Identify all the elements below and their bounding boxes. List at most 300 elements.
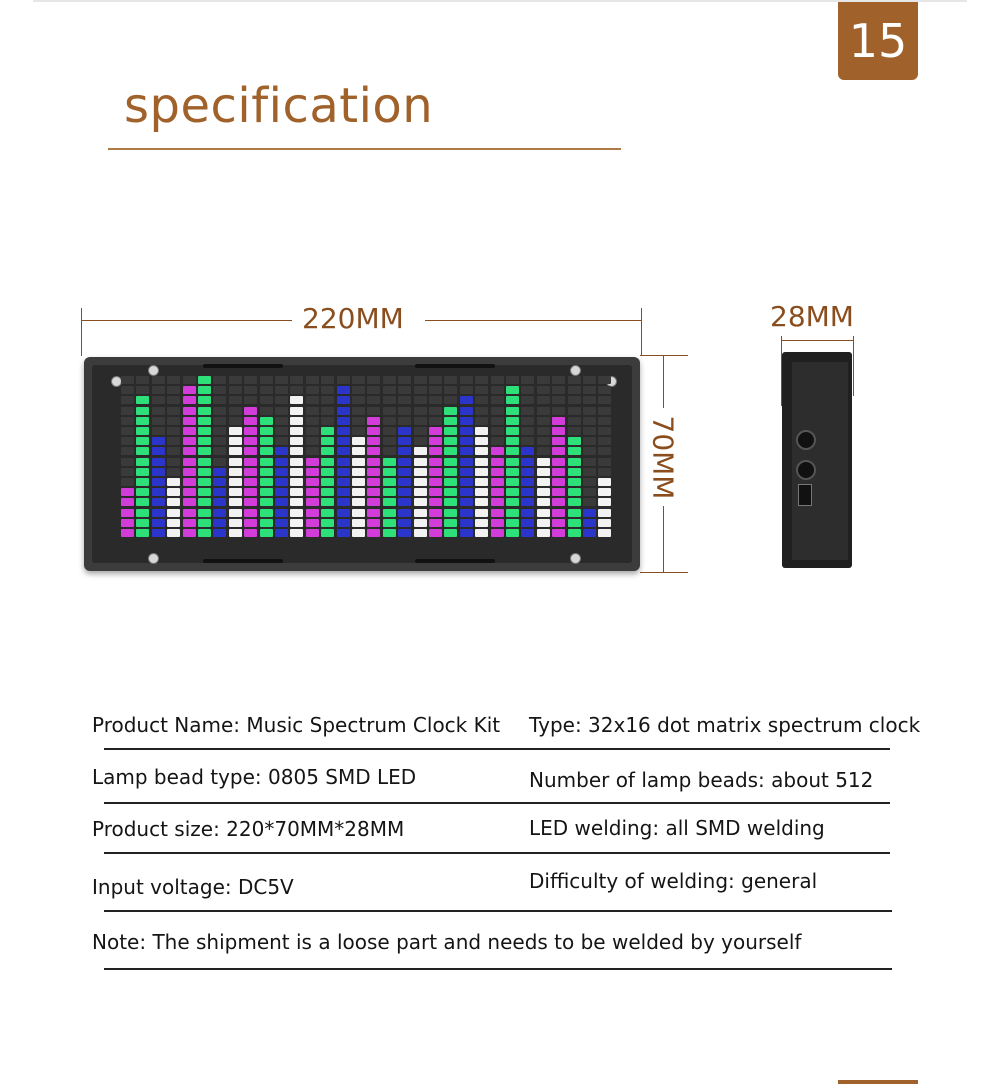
- led-cell: [136, 498, 149, 506]
- led-cell: [398, 437, 411, 445]
- led-cell: [260, 488, 273, 496]
- led-cell: [475, 519, 488, 527]
- led-cell: [229, 519, 242, 527]
- led-cell: [352, 437, 365, 445]
- led-cell: [321, 396, 334, 404]
- led-cell: [537, 396, 550, 404]
- led-cell: [506, 498, 519, 506]
- led-cell: [244, 468, 257, 476]
- led-cell: [290, 498, 303, 506]
- led-cell: [398, 468, 411, 476]
- screw-top-mid: [148, 365, 159, 376]
- led-cell: [229, 478, 242, 486]
- height-line-top: [663, 356, 664, 408]
- led-cell: [383, 498, 396, 506]
- led-cell: [244, 488, 257, 496]
- led-cell: [460, 427, 473, 435]
- led-cell: [367, 488, 380, 496]
- led-cell: [167, 529, 180, 537]
- led-cell: [275, 386, 288, 394]
- led-cell: [121, 519, 134, 527]
- led-cell: [583, 498, 596, 506]
- led-cell: [552, 437, 565, 445]
- led-cell: [552, 376, 565, 384]
- led-cell: [229, 458, 242, 466]
- led-cell: [183, 437, 196, 445]
- led-cell: [568, 498, 581, 506]
- spec-rule-4: [104, 910, 892, 912]
- led-cell: [506, 417, 519, 425]
- led-cell: [275, 519, 288, 527]
- led-cell: [475, 427, 488, 435]
- led-cell: [321, 498, 334, 506]
- led-cell: [198, 529, 211, 537]
- led-cell: [460, 498, 473, 506]
- led-cell: [383, 488, 396, 496]
- led-cell: [537, 478, 550, 486]
- led-cell: [598, 468, 611, 476]
- led-cell: [121, 478, 134, 486]
- led-cell: [383, 468, 396, 476]
- spec-product-name: Product Name: Music Spectrum Clock Kit: [92, 713, 501, 737]
- led-cell: [383, 417, 396, 425]
- led-cell: [275, 488, 288, 496]
- led-cell: [244, 498, 257, 506]
- led-cell: [444, 468, 457, 476]
- led-cell: [290, 488, 303, 496]
- led-cell: [475, 478, 488, 486]
- led-cell: [506, 427, 519, 435]
- led-cell: [568, 468, 581, 476]
- bottom-slot-left: [203, 559, 283, 563]
- led-cell: [491, 396, 504, 404]
- led-cell: [475, 509, 488, 517]
- led-cell: [568, 519, 581, 527]
- led-cell: [598, 417, 611, 425]
- led-cell: [290, 417, 303, 425]
- led-cell: [429, 458, 442, 466]
- led-cell: [568, 407, 581, 415]
- led-cell: [429, 488, 442, 496]
- led-cell: [521, 447, 534, 455]
- led-cell: [444, 427, 457, 435]
- led-cell: [583, 407, 596, 415]
- led-cell: [398, 529, 411, 537]
- led-cell: [337, 437, 350, 445]
- led-cell: [521, 519, 534, 527]
- spec-product-size: Product size: 220*70MM*28MM: [92, 817, 405, 841]
- width-tick-right: [641, 308, 642, 356]
- led-cell: [275, 376, 288, 384]
- led-cell: [167, 417, 180, 425]
- led-cell: [229, 417, 242, 425]
- led-cell: [398, 478, 411, 486]
- led-cell: [152, 458, 165, 466]
- led-cell: [290, 529, 303, 537]
- led-cell: [213, 498, 226, 506]
- product-side-view: [782, 352, 852, 568]
- led-cell: [337, 458, 350, 466]
- led-cell: [290, 396, 303, 404]
- led-cell: [260, 478, 273, 486]
- led-cell: [321, 458, 334, 466]
- led-cell: [367, 427, 380, 435]
- led-cell: [136, 386, 149, 394]
- led-cell: [506, 478, 519, 486]
- height-line-bottom: [663, 506, 664, 572]
- led-cell: [244, 509, 257, 517]
- led-cell: [306, 376, 319, 384]
- led-cell: [183, 509, 196, 517]
- led-cell: [229, 396, 242, 404]
- led-cell: [290, 386, 303, 394]
- led-cell: [213, 376, 226, 384]
- led-cell: [121, 447, 134, 455]
- led-cell: [491, 509, 504, 517]
- led-cell: [167, 509, 180, 517]
- led-cell: [213, 447, 226, 455]
- led-cell: [429, 478, 442, 486]
- led-cell: [429, 529, 442, 537]
- led-cell: [337, 427, 350, 435]
- led-cell: [429, 519, 442, 527]
- led-cell: [475, 498, 488, 506]
- led-cell: [183, 498, 196, 506]
- led-cell: [306, 529, 319, 537]
- led-cell: [598, 447, 611, 455]
- led-cell: [183, 468, 196, 476]
- led-cell: [537, 427, 550, 435]
- led-cell: [568, 417, 581, 425]
- led-cell: [136, 396, 149, 404]
- led-cell: [521, 376, 534, 384]
- led-cell: [352, 386, 365, 394]
- led-cell: [521, 529, 534, 537]
- led-cell: [537, 529, 550, 537]
- led-cell: [429, 498, 442, 506]
- led-cell: [444, 437, 457, 445]
- led-cell: [337, 519, 350, 527]
- led-cell: [152, 386, 165, 394]
- led-cell: [152, 417, 165, 425]
- led-cell: [321, 376, 334, 384]
- led-cell: [321, 407, 334, 415]
- led-cell: [337, 498, 350, 506]
- led-cell: [136, 529, 149, 537]
- led-cell: [121, 407, 134, 415]
- led-cell: [521, 417, 534, 425]
- led-cell: [275, 468, 288, 476]
- led-cell: [229, 407, 242, 415]
- led-cell: [414, 396, 427, 404]
- led-cell: [367, 386, 380, 394]
- led-cell: [183, 447, 196, 455]
- led-cell: [598, 458, 611, 466]
- usb-port: [798, 484, 812, 506]
- led-cell: [152, 437, 165, 445]
- led-cell: [306, 458, 319, 466]
- led-cell: [290, 376, 303, 384]
- led-cell: [260, 519, 273, 527]
- spec-note: Note: The shipment is a loose part and needs to be welded by yourself: [92, 930, 802, 954]
- spec-input-voltage: Input voltage: DC5V: [92, 875, 294, 899]
- led-cell: [306, 437, 319, 445]
- led-cell: [152, 427, 165, 435]
- led-cell: [121, 468, 134, 476]
- led-cell: [383, 478, 396, 486]
- led-cell: [383, 509, 396, 517]
- led-cell: [167, 468, 180, 476]
- led-cell: [537, 458, 550, 466]
- led-cell: [475, 407, 488, 415]
- led-cell: [398, 396, 411, 404]
- led-cell: [275, 447, 288, 455]
- led-cell: [337, 488, 350, 496]
- width-line-right: [425, 320, 641, 321]
- led-cell: [367, 509, 380, 517]
- led-cell: [183, 529, 196, 537]
- led-cell: [568, 386, 581, 394]
- led-cell: [491, 417, 504, 425]
- led-cell: [167, 478, 180, 486]
- led-cell: [367, 417, 380, 425]
- led-cell: [444, 498, 457, 506]
- led-cell: [598, 437, 611, 445]
- led-cell: [429, 417, 442, 425]
- led-cell: [136, 427, 149, 435]
- led-cell: [444, 519, 457, 527]
- led-cell: [521, 386, 534, 394]
- led-cell: [152, 407, 165, 415]
- led-cell: [414, 376, 427, 384]
- led-cell: [414, 509, 427, 517]
- led-cell: [321, 468, 334, 476]
- led-cell: [198, 396, 211, 404]
- led-cell: [260, 458, 273, 466]
- led-cell: [167, 437, 180, 445]
- led-cell: [491, 519, 504, 527]
- led-cell: [414, 407, 427, 415]
- led-cell: [475, 376, 488, 384]
- led-cell: [290, 509, 303, 517]
- led-cell: [568, 437, 581, 445]
- led-cell: [275, 509, 288, 517]
- led-cell: [521, 427, 534, 435]
- led-cell: [167, 498, 180, 506]
- led-cell: [321, 447, 334, 455]
- led-cell: [306, 417, 319, 425]
- led-cell: [198, 519, 211, 527]
- led-cell: [275, 478, 288, 486]
- led-cell: [183, 458, 196, 466]
- led-cell: [229, 437, 242, 445]
- led-cell: [414, 458, 427, 466]
- led-cell: [568, 376, 581, 384]
- led-cell: [244, 427, 257, 435]
- led-cell: [244, 386, 257, 394]
- led-cell: [121, 386, 134, 394]
- led-cell: [444, 376, 457, 384]
- led-cell: [598, 509, 611, 517]
- led-cell: [414, 417, 427, 425]
- led-cell: [568, 396, 581, 404]
- led-cell: [198, 427, 211, 435]
- led-cell: [552, 509, 565, 517]
- led-cell: [429, 386, 442, 394]
- led-cell: [552, 519, 565, 527]
- led-cell: [506, 458, 519, 466]
- led-cell: [167, 427, 180, 435]
- led-cell: [306, 386, 319, 394]
- led-cell: [568, 488, 581, 496]
- led-cell: [352, 519, 365, 527]
- spec-rule-2: [104, 802, 890, 804]
- side-button-top: [796, 430, 816, 450]
- page-number-badge: 15: [838, 2, 918, 80]
- led-cell: [367, 478, 380, 486]
- depth-tick-right: [853, 336, 854, 396]
- led-cell: [260, 447, 273, 455]
- led-cell: [460, 407, 473, 415]
- led-cell: [260, 396, 273, 404]
- led-cell: [491, 376, 504, 384]
- led-cell: [198, 498, 211, 506]
- led-cell: [460, 447, 473, 455]
- led-cell: [383, 386, 396, 394]
- led-cell: [213, 458, 226, 466]
- led-cell: [275, 407, 288, 415]
- led-cell: [506, 437, 519, 445]
- depth-dimension: 28MM: [770, 300, 854, 333]
- led-cell: [537, 437, 550, 445]
- led-cell: [398, 376, 411, 384]
- led-cell: [552, 427, 565, 435]
- led-cell: [290, 407, 303, 415]
- led-cell: [121, 376, 134, 384]
- led-cell: [552, 407, 565, 415]
- led-cell: [136, 509, 149, 517]
- led-cell: [398, 427, 411, 435]
- led-cell: [229, 509, 242, 517]
- led-cell: [260, 427, 273, 435]
- led-cell: [568, 427, 581, 435]
- led-cell: [475, 468, 488, 476]
- led-cell: [337, 529, 350, 537]
- led-cell: [275, 498, 288, 506]
- led-cell: [583, 488, 596, 496]
- led-cell: [414, 498, 427, 506]
- led-cell: [213, 407, 226, 415]
- led-cell: [383, 458, 396, 466]
- led-cell: [429, 509, 442, 517]
- led-cell: [306, 498, 319, 506]
- led-cell: [121, 417, 134, 425]
- led-cell: [352, 447, 365, 455]
- led-cell: [337, 468, 350, 476]
- led-cell: [552, 529, 565, 537]
- led-cell: [491, 529, 504, 537]
- led-cell: [583, 529, 596, 537]
- led-cell: [429, 427, 442, 435]
- led-cell: [321, 509, 334, 517]
- led-cell: [337, 447, 350, 455]
- led-cell: [367, 396, 380, 404]
- led-cell: [290, 427, 303, 435]
- led-cell: [537, 376, 550, 384]
- led-cell: [198, 417, 211, 425]
- led-cell: [460, 509, 473, 517]
- led-cell: [167, 407, 180, 415]
- led-cell: [244, 458, 257, 466]
- led-cell: [352, 498, 365, 506]
- led-cell: [352, 407, 365, 415]
- led-cell: [321, 478, 334, 486]
- led-cell: [198, 386, 211, 394]
- page-title: specification: [124, 78, 434, 134]
- led-cell: [583, 376, 596, 384]
- led-cell: [352, 488, 365, 496]
- led-cell: [352, 478, 365, 486]
- led-cell: [429, 396, 442, 404]
- led-cell: [183, 519, 196, 527]
- led-cell: [444, 478, 457, 486]
- led-cell: [444, 488, 457, 496]
- led-cell: [337, 478, 350, 486]
- screw-bottom-right: [570, 553, 581, 564]
- led-cell: [183, 427, 196, 435]
- led-cell: [583, 396, 596, 404]
- led-cell: [583, 437, 596, 445]
- led-cell: [506, 447, 519, 455]
- led-cell: [136, 488, 149, 496]
- led-cell: [136, 458, 149, 466]
- depth-line: [782, 340, 853, 341]
- led-cell: [367, 498, 380, 506]
- led-cell: [537, 519, 550, 527]
- led-cell: [337, 376, 350, 384]
- led-cell: [414, 386, 427, 394]
- led-cell: [121, 509, 134, 517]
- spec-lamp-bead-count: Number of lamp beads: about 512: [529, 768, 874, 792]
- title-underline: [108, 148, 621, 150]
- spec-rule-1: [104, 748, 890, 750]
- height-tick-bottom: [640, 572, 688, 573]
- led-cell: [491, 478, 504, 486]
- led-cell: [260, 386, 273, 394]
- led-cell: [306, 509, 319, 517]
- led-cell: [321, 386, 334, 394]
- led-cell: [260, 407, 273, 415]
- led-cell: [460, 437, 473, 445]
- led-cell: [337, 386, 350, 394]
- led-cell: [244, 447, 257, 455]
- led-cell: [475, 417, 488, 425]
- led-cell: [460, 519, 473, 527]
- spec-lamp-bead-type: Lamp bead type: 0805 SMD LED: [92, 765, 417, 789]
- led-cell: [537, 498, 550, 506]
- led-cell: [121, 488, 134, 496]
- led-cell: [521, 498, 534, 506]
- led-cell: [398, 509, 411, 517]
- led-cell: [521, 509, 534, 517]
- led-cell: [367, 407, 380, 415]
- led-cell: [229, 498, 242, 506]
- side-button-bottom: [796, 460, 816, 480]
- led-cell: [275, 396, 288, 404]
- led-cell: [321, 519, 334, 527]
- led-cell: [444, 407, 457, 415]
- led-cell: [521, 396, 534, 404]
